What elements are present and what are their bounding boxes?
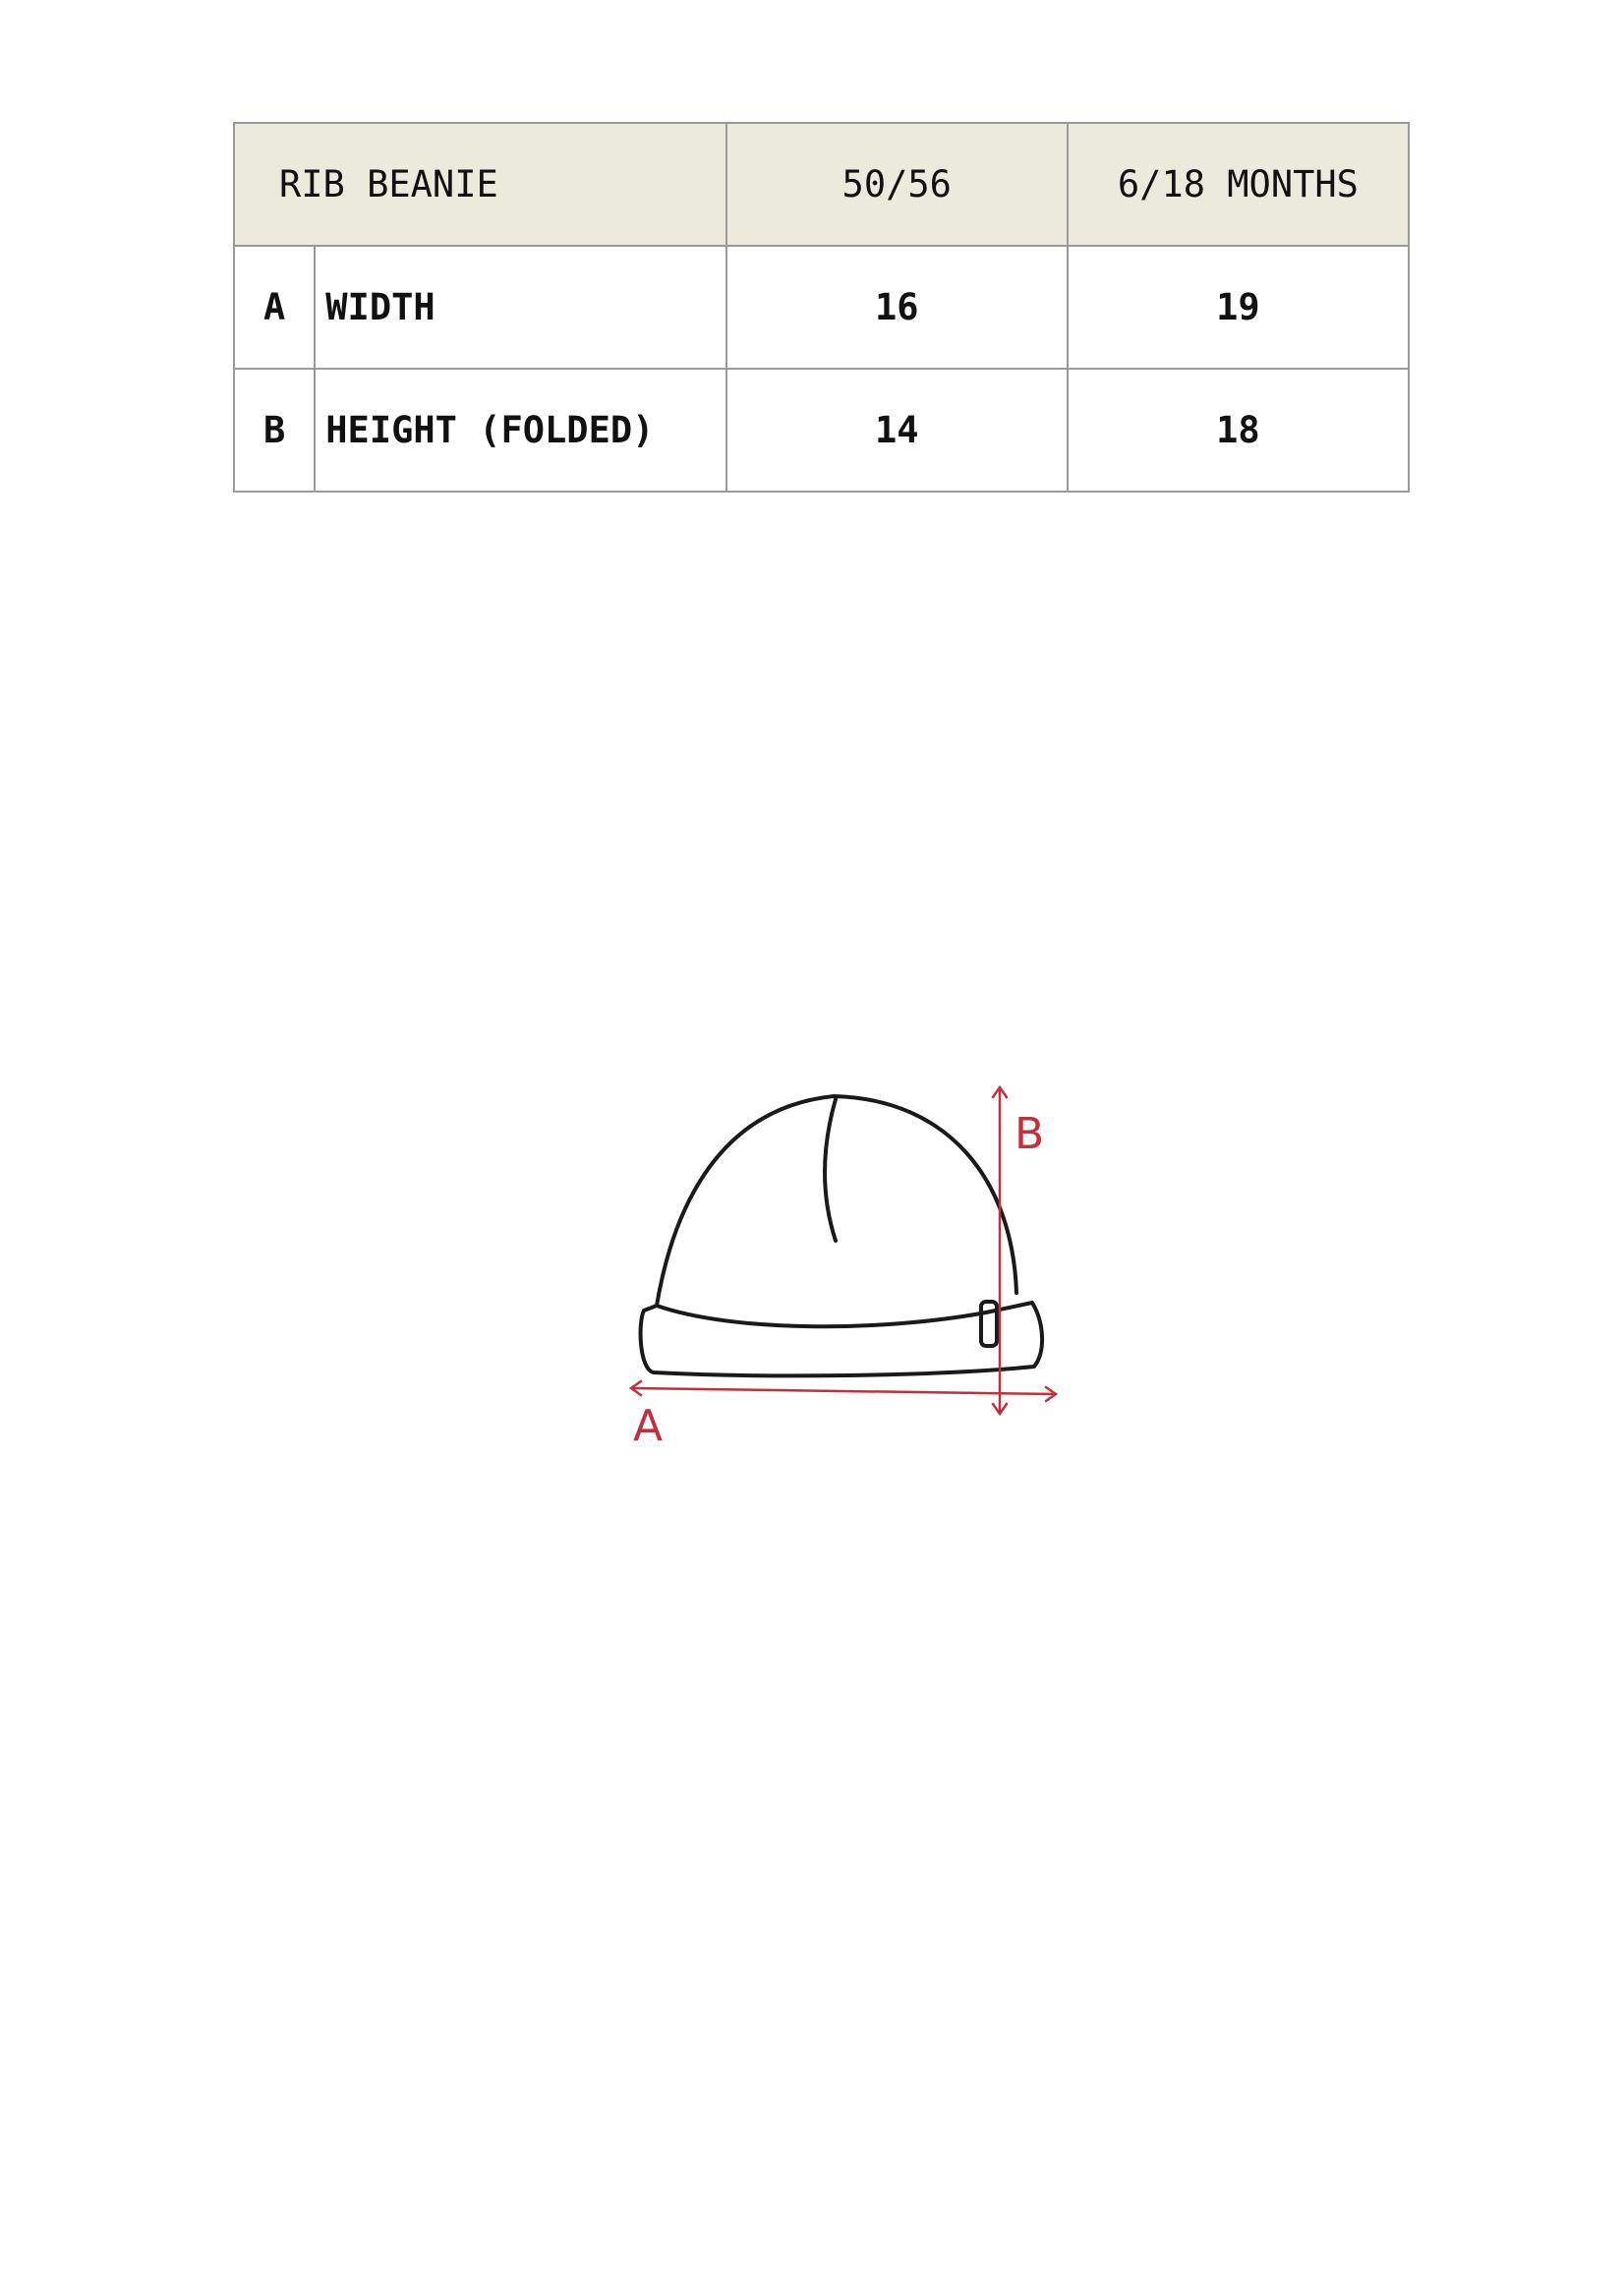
age-value: 19: [1068, 246, 1409, 369]
beanie-diagram: [609, 1067, 1081, 1460]
size-table: [233, 122, 1410, 493]
dimension-markers: [631, 1087, 1056, 1414]
beanie-outline: [641, 1096, 1045, 1375]
crown-outline: [657, 1096, 1016, 1306]
width-label: A: [633, 1401, 664, 1451]
product-name: RIB BEANIE: [234, 123, 726, 246]
measure-letter: B: [234, 369, 315, 492]
measure-name: HEIGHT (FOLDED): [315, 369, 725, 492]
width-arrow-line: [631, 1388, 1056, 1394]
age-value: 18: [1068, 369, 1409, 492]
table-row: [234, 246, 1409, 369]
table-header-row: [234, 123, 1409, 246]
size-value: 16: [726, 246, 1068, 369]
size-header: 50/56: [726, 123, 1068, 246]
table-row: [234, 369, 1409, 492]
label-tab: [981, 1302, 997, 1346]
age-header: 6/18 MONTHS: [1068, 123, 1409, 246]
crown-seam: [825, 1099, 836, 1241]
size-value: 14: [726, 369, 1068, 492]
measure-letter: A: [234, 246, 315, 369]
measure-name: WIDTH: [315, 246, 725, 369]
height-label: B: [1015, 1109, 1045, 1159]
